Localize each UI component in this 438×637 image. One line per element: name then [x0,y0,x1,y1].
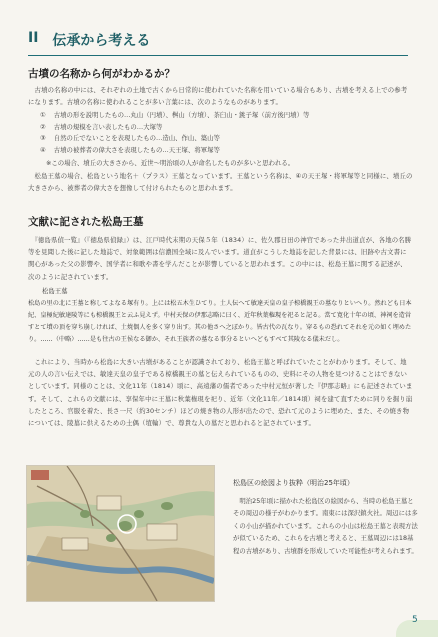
section1-outro: 松島王墓の場合、松島という地名＋（プラス）王墓となっています。王墓という名称は、④の天王塚・将軍塚等と同様に、墳丘の大きさから、被葬者の偉大さを想像して付けられたものと思われます。 [28,172,413,193]
section1-title: 古墳の名称から何がわかるか？ [28,68,175,80]
quoted-text: 松島の里の北に王墓と称してよなる塚有り。上には松五木生ひてり。土人伝へて敏達天皇の皇子椋橋親王の墓なりといへり。然れども日本紀、皇極紀敏達陵等にも椋橋親王と云ふ見えず。中村天保の伊那志略に曰く、近年秋葉権現を祀ると記る。當て寛化十年の頃、神祠を造営すとて墳の頂を穿ち崩しければ、土焼偶人を多く穿り出す。其の他さへ之ぼかり。皆古代の瓦なり。穿るもの恐れてそれを元の如く埋めたり。……（中略）……是も往古の王侯なる御か、それ王族者の墓なる事分るといへどもすべて其陵なる儀未だし。 [28,300,412,343]
chapter-number: II [28,30,39,46]
list-item: ① 古墳の形を説明したもの…丸山（円墳）、桝山（方墳）、茶臼山・銚子塚（前方後円墳）等 [40,111,310,119]
figure-caption: 明治25年頃に描かれた松島区の絵図から、当時の松島王墓とその周辺の様子がわかります。南東には深沢鎮火社。周辺には多くの小山が描かれています。これらの小山は松島王墓と表現方法が似ているため、これらを古墳と考えると、王墓周辺には18基程の古墳があり、古墳群を形成していた可能性が考えられます。 [233,497,418,555]
chapter-title: 伝承から考える [52,33,151,49]
chapter-heading [28,30,408,56]
page-number: 5 [412,615,418,625]
name-type-list [40,110,309,156]
map-illustration [26,465,215,602]
section2-intro: 『徳島県偵一覧』（『徳島県偵録』）は、江戸時代末期の天保５年（1834）に、佐久郡日田の神官であった井出道貞が、各地の名勝等を見聞した後に記した地誌で、対象範囲は信濃国全域に及んでいます。道貞がこうした地誌を記した背景には、旧跡や古文書に関心があった父の影響や、国学者に和歌や書を学んだことが影響していると思われます。この中には、松島王墓に関する記述が、次のように記されています。 [28,236,412,281]
list-note: ※この場合、墳丘の大きさから、近世～明治頃の人が命名したものが多いと思われる。 [46,159,295,167]
list-item: ② 古墳の規模を言い表したもの…大塚等 [40,122,163,131]
list-item: ③ 自然の丘でないことを表現したもの…造山、作山、築山等 [40,134,220,143]
quote-title: 松島王墓 [42,287,68,295]
section1-intro: 古墳の名称の中には、それぞれの土地で古くから日常的に使われていた名称を用いている場合もあり、古墳を考える上での参考になります。古墳の名称に使われることが多い言葉には、次のようなものがあります。 [28,86,408,107]
list-item: ④ 古墳の被葬者の偉大さを表現したもの…天王塚、将軍塚等 [40,145,220,154]
section2-outro: これにより、当時から松島に大きい古墳があることが認識されており、松島王墓と呼ばれていたことがわかります。そして、地元の人の言い伝えでは、敏達天皇の皇子である椋橋親王の墓と伝えられているものの、史料にその人物を見つけることはできないとしています。同様のことは、文化11年（1814）頃に、高遠藩の儒者であった中村元恒が著した『伊那志略』にも記述されています。そして、これらの文献には、享保年中に王墓に秋葉権現を祀り、近年（文化11年／1814頃）祠を建て直すために同りを掘り崩したところ、官服を着た、長さ一尺（約30センチ）ほどの焼き物の人形が出たので、恐れて元のように埋めた、また、その焼き物については、陵墓に供えるための土偶（埴輪）で、尊貴な人の墓だと思われると記されています。 [28,358,413,428]
figure-title: 松島区の絵図より抜粋（明治25年頃） [233,479,354,487]
section2-title: 文献に記された松島王墓 [28,216,144,228]
